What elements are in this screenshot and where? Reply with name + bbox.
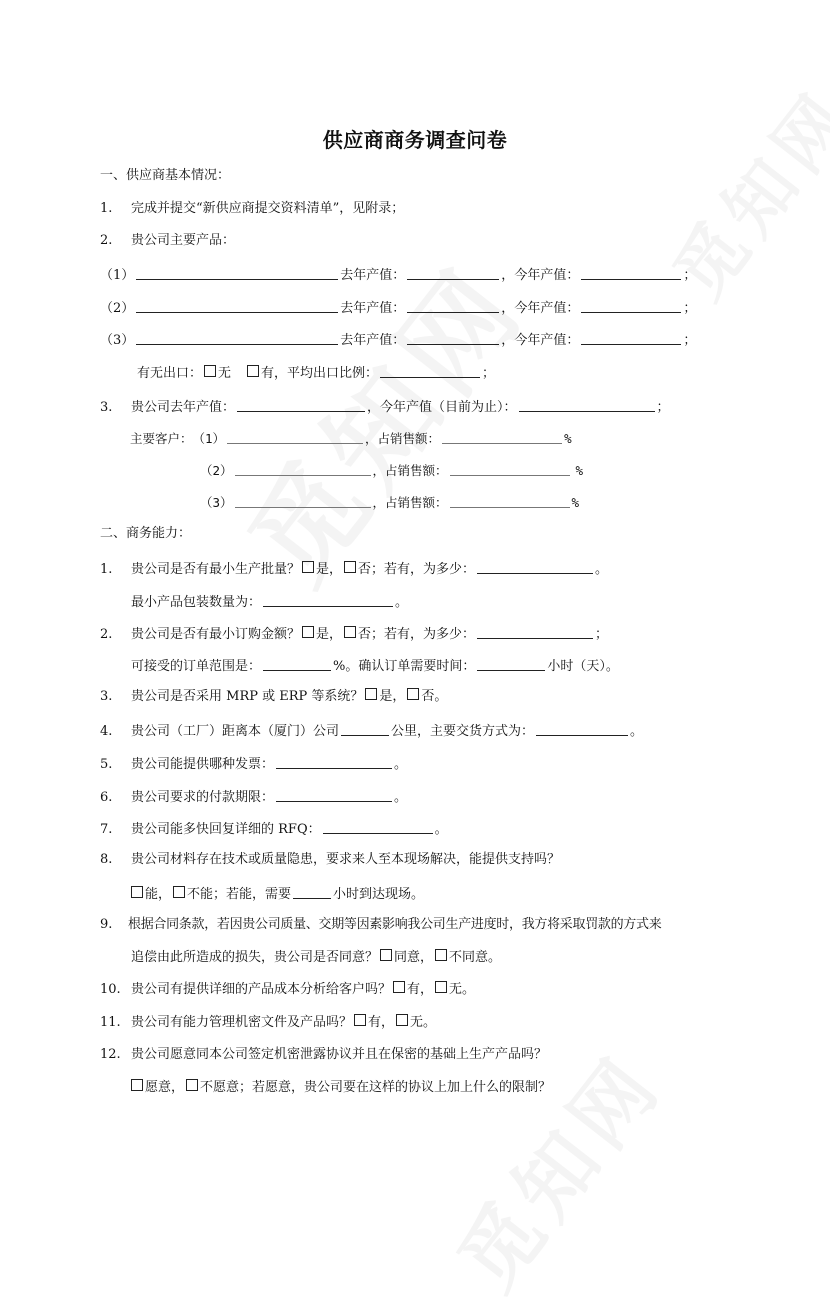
company-this-year-output-field[interactable] bbox=[519, 397, 655, 412]
s2-question-2: 2. 贵公司是否有最小订购金额？ 是， 否；若有，为多少： ； bbox=[100, 623, 608, 644]
min-order-no-checkbox[interactable] bbox=[344, 626, 356, 638]
customer-row-2: （2） ，占销售额： % bbox=[200, 463, 584, 478]
s2-question-8: 8. 贵公司材料存在技术或质量隐患，要求来人至本现场解决，能提供支持吗？ bbox=[100, 852, 561, 867]
nda-no-checkbox[interactable] bbox=[186, 1079, 198, 1091]
payment-term-field[interactable] bbox=[276, 787, 392, 802]
nda-yes-checkbox[interactable] bbox=[131, 1079, 143, 1091]
min-order-amount-field[interactable] bbox=[477, 624, 593, 639]
s2-question-6: 6. 贵公司要求的付款期限： 。 bbox=[100, 786, 407, 807]
export-yes-checkbox[interactable] bbox=[247, 365, 259, 377]
onsite-support-yes-checkbox[interactable] bbox=[131, 886, 143, 898]
company-last-year-output-field[interactable] bbox=[237, 397, 365, 412]
watermark bbox=[207, 229, 553, 610]
customer-name-field[interactable] bbox=[227, 429, 363, 444]
s2-question-1-package: 最小产品包装数量为： 。 bbox=[131, 591, 408, 612]
s2-question-10: 10. 贵公司有提供详细的产品成本分析给客户吗？ 有， 无。 bbox=[100, 982, 476, 997]
sales-share-field[interactable] bbox=[450, 461, 570, 476]
product-row-3: （3） 去年产值： ， 今年产值： ； bbox=[100, 329, 696, 350]
order-confirm-time-field[interactable] bbox=[477, 656, 545, 671]
s2-question-9: 9. 根据合同条款，若因贵公司质量、交期等因素影响我公司生产进度时，我方将采取罚款的方式来 bbox=[100, 917, 662, 932]
section-heading-basic-info: 一、供应商基本情况： bbox=[100, 168, 231, 183]
product-row-1: （1） 去年产值： ， 今年产值： ； bbox=[100, 264, 696, 285]
order-range-field[interactable] bbox=[263, 656, 331, 671]
s2-question-4: 4. 贵公司（工厂）距离本（厦门）公司 公里，主要交货方式为： 。 bbox=[100, 720, 643, 741]
s2-question-1: 1. 贵公司是否有最小生产批量？ 是， 否；若有，为多少： 。 bbox=[100, 558, 608, 579]
product-name-field[interactable] bbox=[136, 298, 338, 313]
confidential-mgmt-no-checkbox[interactable] bbox=[396, 1014, 408, 1026]
watermark bbox=[427, 1026, 684, 1309]
min-package-quantity-field[interactable] bbox=[263, 592, 393, 607]
page-title: 供应商商务调查问卷 bbox=[322, 128, 508, 152]
s2-question-5: 5. 贵公司能提供哪种发票： 。 bbox=[100, 753, 407, 774]
min-batch-yes-checkbox[interactable] bbox=[302, 561, 314, 573]
distance-km-field[interactable] bbox=[341, 721, 389, 736]
customer-name-field[interactable] bbox=[235, 461, 371, 476]
sales-share-field[interactable] bbox=[450, 493, 570, 508]
this-year-output-field[interactable] bbox=[581, 298, 681, 313]
s2-question-12: 12. 贵公司愿意同本公司签定机密泄露协议并且在保密的基础上生产产品吗？ bbox=[100, 1047, 548, 1062]
min-batch-no-checkbox[interactable] bbox=[344, 561, 356, 573]
min-order-yes-checkbox[interactable] bbox=[302, 626, 314, 638]
product-row-2: （2） 去年产值： ， 今年产值： ； bbox=[100, 297, 696, 318]
product-name-field[interactable] bbox=[136, 330, 338, 345]
penalty-agree-checkbox[interactable] bbox=[380, 949, 392, 961]
customer-name-field[interactable] bbox=[235, 493, 371, 508]
s1-question-3: 3. 贵公司去年产值： ，今年产值（目前为止）： ； bbox=[100, 396, 670, 417]
customer-row-1: 主要客户： （1） ，占销售额： % bbox=[130, 431, 572, 446]
onsite-hours-field[interactable] bbox=[293, 884, 331, 899]
cost-analysis-no-checkbox[interactable] bbox=[435, 981, 447, 993]
onsite-support-no-checkbox[interactable] bbox=[173, 886, 185, 898]
erp-no-checkbox[interactable] bbox=[407, 688, 419, 700]
s2-question-9-cont: 追偿由此所造成的损失，贵公司是否同意？ 同意， 不同意。 bbox=[131, 950, 502, 965]
s2-question-8-options: 能， 不能；若能，需要 小时到达现场。 bbox=[131, 883, 424, 904]
s2-question-12-options: 愿意， 不愿意；若愿意，贵公司要在这样的协议上加上什么的限制？ bbox=[131, 1079, 551, 1097]
export-no-checkbox[interactable] bbox=[204, 365, 216, 377]
cost-analysis-yes-checkbox[interactable] bbox=[393, 981, 405, 993]
s1-question-1: 1. 完成并提交“新供应商提交资料清单”，见附录； bbox=[100, 201, 405, 216]
erp-yes-checkbox[interactable] bbox=[365, 688, 377, 700]
penalty-disagree-checkbox[interactable] bbox=[435, 949, 447, 961]
last-year-output-field[interactable] bbox=[407, 265, 499, 280]
confidential-mgmt-yes-checkbox[interactable] bbox=[354, 1014, 366, 1026]
s2-question-11: 11. 贵公司有能力管理机密文件及产品吗？ 有， 无。 bbox=[100, 1015, 437, 1030]
this-year-output-field[interactable] bbox=[581, 265, 681, 280]
product-name-field[interactable] bbox=[136, 265, 338, 280]
sales-share-field[interactable] bbox=[442, 429, 562, 444]
last-year-output-field[interactable] bbox=[407, 330, 499, 345]
rfq-response-time-field[interactable] bbox=[323, 819, 433, 834]
s2-question-3: 3. 贵公司是否采用 MRP 或 ERP 等系统？ 是， 否。 bbox=[100, 689, 448, 704]
delivery-method-field[interactable] bbox=[536, 721, 628, 736]
export-ratio-field[interactable] bbox=[380, 363, 480, 378]
section-heading-business-capability: 二、商务能力： bbox=[100, 526, 192, 541]
s2-question-7: 7. 贵公司能多快回复详细的 RFQ： 。 bbox=[100, 818, 448, 839]
this-year-output-field[interactable] bbox=[581, 330, 681, 345]
min-batch-quantity-field[interactable] bbox=[477, 559, 593, 574]
s2-question-2-order-range: 可接受的订单范围是： %。确认订单需要时间： 小时（天）。 bbox=[131, 655, 619, 676]
s1-question-2: 2. 贵公司主要产品： bbox=[100, 233, 236, 248]
customer-row-3: （3） ，占销售额： % bbox=[200, 495, 580, 510]
invoice-type-field[interactable] bbox=[276, 754, 392, 769]
last-year-output-field[interactable] bbox=[407, 298, 499, 313]
export-row: 有无出口： 无 有，平均出口比例： ； bbox=[137, 362, 495, 383]
